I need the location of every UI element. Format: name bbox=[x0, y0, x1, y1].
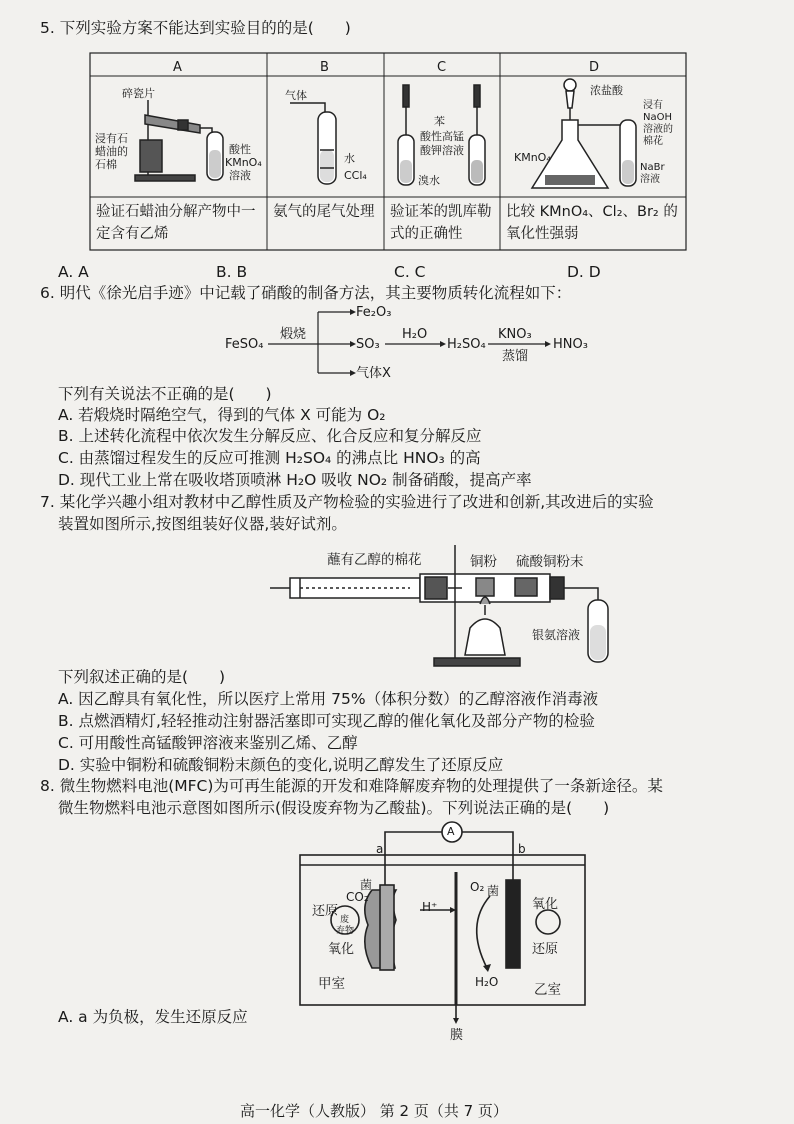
label-b-ccl4: CCl₄ bbox=[344, 169, 367, 182]
label-bacteria-left: 菌 bbox=[360, 878, 373, 892]
electrode-a-label: a bbox=[376, 842, 384, 856]
label-co2: CO₂ bbox=[346, 890, 369, 904]
q5-option-a: A. A bbox=[58, 263, 89, 281]
label-c-benzene: 苯 bbox=[434, 115, 445, 128]
label-d-kmno4: KMnO₄ bbox=[514, 151, 551, 164]
purpose-b: 氨气的尾气处理 bbox=[273, 204, 375, 220]
q6-option-b: B. 上述转化流程中依次发生分解反应、化合反应和复分解反应 bbox=[58, 427, 482, 445]
purpose-a: 验证石蜡油分解产物中一定含有乙烯 bbox=[96, 204, 256, 242]
label-a-kmno4-1: 酸性 bbox=[229, 143, 251, 156]
label-o2: O₂ bbox=[470, 880, 485, 894]
ammeter-a-icon: A bbox=[447, 825, 455, 838]
q5-option-d: D. D bbox=[567, 263, 601, 281]
q8-option-a: A. a 为负极，发生还原反应 bbox=[58, 1008, 248, 1026]
label-hplus: H⁺ bbox=[422, 900, 438, 914]
label-chamber-right: 乙室 bbox=[534, 982, 561, 998]
q6-prompt: 下列有关说法不正确的是( ) bbox=[58, 385, 272, 403]
q6-stem: 6. 明代《徐光启手迹》中记载了硝酸的制备方法，其主要物质转化流程如下： bbox=[40, 284, 572, 302]
flow-h2o: H₂O bbox=[402, 327, 428, 342]
label-membrane: 膜 bbox=[450, 1028, 464, 1043]
label-c-kmno4-1: 酸性高锰 bbox=[420, 130, 464, 143]
q6-option-d: D. 现代工业上常在吸收塔顶喷淋 H₂O 吸收 NO₂ 制备硝酸，提高产率 bbox=[58, 471, 532, 489]
q7-option-d: D. 实验中铜粉和硫酸铜粉末颜色的变化,说明乙醇发生了还原反应 bbox=[58, 756, 504, 774]
label-a-asbestos-3: 石棉 bbox=[95, 158, 117, 171]
table-header-b: B bbox=[320, 60, 329, 75]
q5-option-c: C. C bbox=[394, 263, 426, 281]
label-reduction-left: 还原 bbox=[312, 904, 339, 919]
q6-option-c: C. 由蒸馏过程发生的反应可推测 H₂SO₄ 的沸点比 HNO₃ 的高 bbox=[58, 449, 481, 467]
label-d-hcl: 浓盐酸 bbox=[590, 84, 623, 97]
label-b-water: 水 bbox=[344, 152, 355, 165]
label-d-nabr-solution: 溶液 bbox=[640, 174, 660, 185]
label-a-asbestos-2: 蜡油的 bbox=[95, 145, 128, 158]
label-copper-powder: 铜粉 bbox=[470, 554, 497, 570]
q7-option-c: C. 可用酸性高锰酸钾溶液来鉴别乙烯、乙醇 bbox=[58, 734, 358, 752]
purpose-d: 比较 KMnO₄、Cl₂、Br₂ 的氧化性强弱 bbox=[506, 204, 678, 242]
flow-h2so4: H₂SO₄ bbox=[447, 337, 486, 352]
label-c-bromine-water: 溴水 bbox=[418, 174, 440, 187]
q7-option-b: B. 点燃酒精灯,轻轻推动注射器活塞即可实现乙醇的催化氧化及部分产物的检验 bbox=[58, 712, 595, 730]
label-a-asbestos-1: 浸有石 bbox=[95, 132, 128, 145]
q7-prompt: 下列叙述正确的是( ) bbox=[58, 668, 226, 686]
purpose-c: 验证苯的凯库勒式的正确性 bbox=[390, 204, 492, 242]
electrode-b-label: b bbox=[518, 842, 526, 856]
q7-option-a: A. 因乙醇具有氧化性，所以医疗上常用 75%（体积分数）的乙醇溶液作消毒液 bbox=[58, 690, 599, 708]
label-ethanol-cotton: 蘸有乙醇的棉花 bbox=[327, 552, 422, 568]
label-a-porcelain: 碎瓷片 bbox=[122, 87, 155, 100]
label-chamber-left: 甲室 bbox=[318, 976, 345, 992]
flow-feso4: FeSO₄ bbox=[225, 337, 264, 352]
label-d-naoh-3: 溶液的 bbox=[643, 124, 673, 135]
flow-fe2o3: Fe₂O₃ bbox=[356, 305, 392, 320]
label-a-kmno4-3: 溶液 bbox=[229, 169, 251, 182]
label-d-nabr: NaBr bbox=[640, 162, 665, 173]
label-oxidation-right: 氧化 bbox=[532, 897, 559, 912]
q5-option-b: B. B bbox=[216, 263, 248, 281]
flow-kno3: KNO₃ bbox=[498, 327, 532, 342]
label-d-naoh-1: 浸有 bbox=[643, 100, 663, 111]
table-header-a: A bbox=[173, 60, 182, 75]
flow-so3: SO₃ bbox=[356, 337, 380, 352]
label-silver-ammonia: 银氨溶液 bbox=[532, 628, 581, 642]
label-oxidation-left: 氧化 bbox=[328, 942, 355, 957]
q7-stem-line2: 装置如图所示,按图组装好仪器,装好试剂。 bbox=[58, 515, 347, 533]
label-h2o: H₂O bbox=[475, 975, 499, 989]
page-footer: 高一化学（人教版） 第 2 页（共 7 页） bbox=[240, 1102, 508, 1120]
flow-gas-x: 气体X bbox=[356, 366, 391, 381]
flow-distill: 蒸馏 bbox=[502, 349, 529, 364]
label-waste-1: 废 bbox=[340, 915, 350, 925]
label-bacteria-right: 菌 bbox=[487, 884, 500, 898]
table-header-d: D bbox=[589, 60, 600, 75]
label-copper-sulfate: 硫酸铜粉末 bbox=[516, 554, 584, 570]
label-a-kmno4-2: KMnO₄ bbox=[225, 156, 262, 169]
label-d-naoh-2: NaOH bbox=[643, 112, 672, 123]
flow-hno3: HNO₃ bbox=[553, 337, 588, 352]
flow-calcination: 煅烧 bbox=[280, 327, 307, 342]
q6-option-a: A. 若煅烧时隔绝空气，得到的气体 X 可能为 O₂ bbox=[58, 406, 386, 424]
label-waste-2: 弃物 bbox=[336, 926, 355, 936]
table-header-c: C bbox=[437, 60, 447, 75]
q8-stem-line1: 8. 微生物燃料电池(MFC)为可再生能源的开发和难降解废弃物的处理提供了一条新途径。某 bbox=[40, 777, 663, 795]
q5-stem: 5. 下列实验方案不能达到实验目的的是( ) bbox=[40, 19, 351, 37]
label-d-naoh-4: 棉花 bbox=[643, 136, 663, 147]
q8-stem-line2: 微生物燃料电池示意图如图所示(假设废弃物为乙酸盐)。下列说法正确的是( ) bbox=[58, 799, 610, 817]
q7-stem-line1: 7. 某化学兴趣小组对教材中乙醇性质及产物检验的实验进行了改进和创新,其改进后的实验 bbox=[40, 493, 654, 511]
label-b-gas: 气体 bbox=[285, 89, 307, 102]
label-c-kmno4-2: 酸钾溶液 bbox=[420, 144, 464, 157]
label-reduction-right: 还原 bbox=[532, 942, 559, 957]
